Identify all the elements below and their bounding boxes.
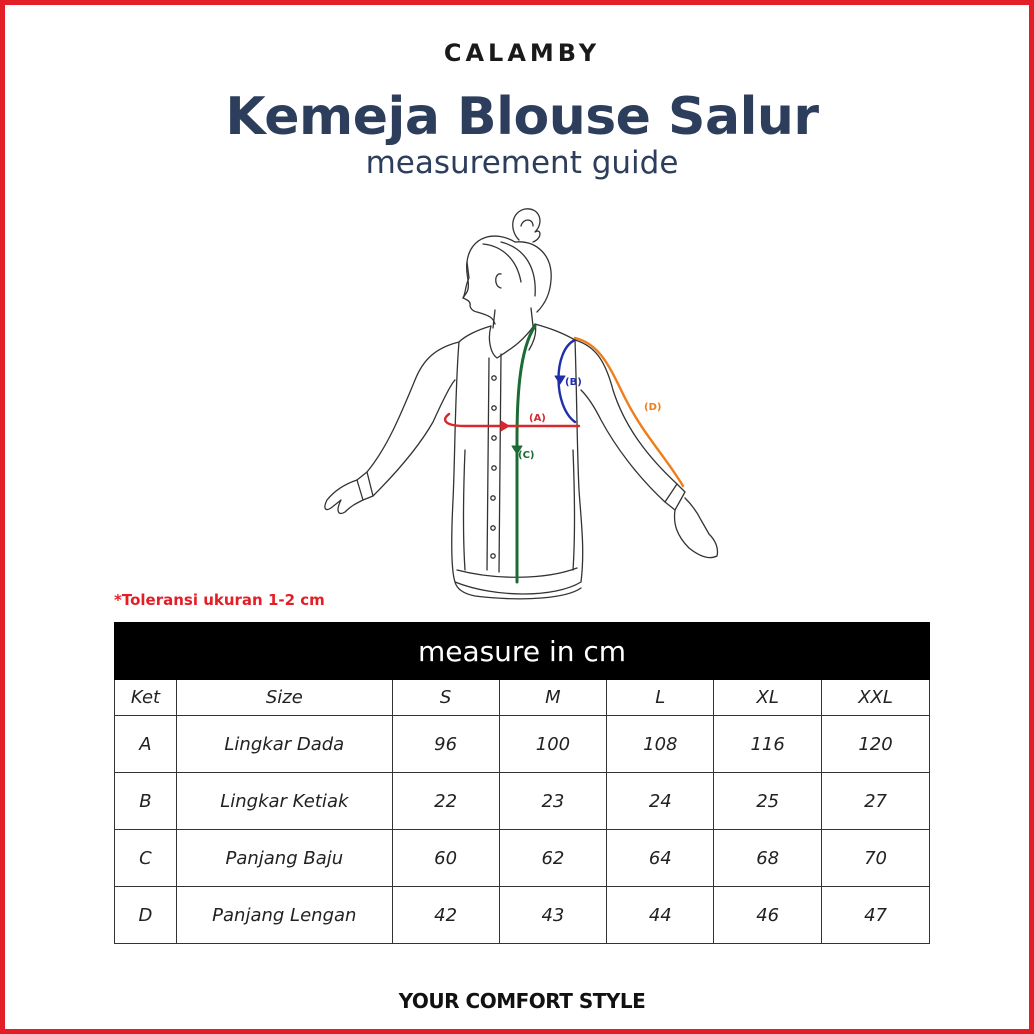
cell-l: 24 — [607, 773, 714, 830]
cell-m: 43 — [499, 887, 607, 944]
cell-xl: 25 — [714, 773, 822, 830]
left-hand — [325, 480, 363, 514]
brand-logo: CALAMBY — [443, 39, 601, 67]
measure-line-a — [445, 414, 579, 426]
side-seam-right — [573, 450, 575, 570]
header-s: S — [392, 680, 499, 716]
cell-s: 22 — [392, 773, 499, 830]
row-key: A — [115, 716, 177, 773]
product-title: Kemeja Blouse Salur — [225, 87, 819, 147]
cell-s: 42 — [392, 887, 499, 944]
cell-m: 23 — [499, 773, 607, 830]
right-sleeve — [575, 340, 677, 502]
table-row — [115, 887, 930, 944]
header-m: M — [499, 680, 607, 716]
hair-strands — [483, 242, 535, 296]
cell-xl: 46 — [714, 887, 822, 944]
cell-l: 64 — [607, 830, 714, 887]
table-row — [115, 830, 930, 887]
cell-xxl: 70 — [822, 830, 930, 887]
right-hand — [675, 498, 718, 558]
cell-m: 100 — [499, 716, 607, 773]
cell-xxl: 120 — [822, 716, 930, 773]
tolerance-note: *Toleransi ukuran 1-2 cm — [114, 591, 325, 609]
button-placket — [487, 354, 501, 572]
cell-xl: 116 — [714, 716, 822, 773]
measure-label-d: (D) — [644, 402, 662, 413]
row-measurement-name: Panjang Lengan — [176, 887, 392, 944]
table-row — [115, 716, 930, 773]
footer-tagline: YOUR COMFORT STYLE — [398, 989, 646, 1013]
header-size: Size — [176, 680, 392, 716]
measure-arrow-b — [555, 376, 565, 384]
cell-l: 108 — [607, 716, 714, 773]
size-chart-table — [114, 622, 930, 944]
table-header-row — [115, 680, 930, 716]
cell-l: 44 — [607, 887, 714, 944]
measure-arrow-a — [501, 421, 509, 431]
shirt-buttons — [491, 376, 496, 558]
ear — [496, 274, 501, 288]
header-l: L — [607, 680, 714, 716]
row-measurement-name: Lingkar Ketiak — [176, 773, 392, 830]
table-row — [115, 773, 930, 830]
head-outline — [463, 236, 515, 324]
cell-s: 60 — [392, 830, 499, 887]
header-xxl: XXL — [822, 680, 930, 716]
table-banner: measure in cm — [115, 623, 930, 680]
side-seam-left — [464, 450, 466, 570]
cell-xl: 68 — [714, 830, 822, 887]
row-key: D — [115, 887, 177, 944]
header-xl: XL — [714, 680, 822, 716]
row-measurement-name: Panjang Baju — [176, 830, 392, 887]
cell-m: 62 — [499, 830, 607, 887]
page-subtitle: measurement guide — [365, 145, 679, 181]
measure-label-b: (B) — [565, 377, 582, 388]
row-key: B — [115, 773, 177, 830]
cell-xxl: 47 — [822, 887, 930, 944]
cell-s: 96 — [392, 716, 499, 773]
row-measurement-name: Lingkar Dada — [176, 716, 392, 773]
blouse-measurement-illustration — [305, 200, 745, 610]
row-key: C — [115, 830, 177, 887]
hair-bun-inner — [521, 220, 533, 226]
header-ket: Ket — [115, 680, 177, 716]
cell-xxl: 27 — [822, 773, 930, 830]
neck — [493, 308, 533, 328]
measure-label-c: (C) — [518, 450, 535, 461]
hair-bun — [513, 209, 540, 242]
measure-label-a: (A) — [529, 413, 546, 424]
